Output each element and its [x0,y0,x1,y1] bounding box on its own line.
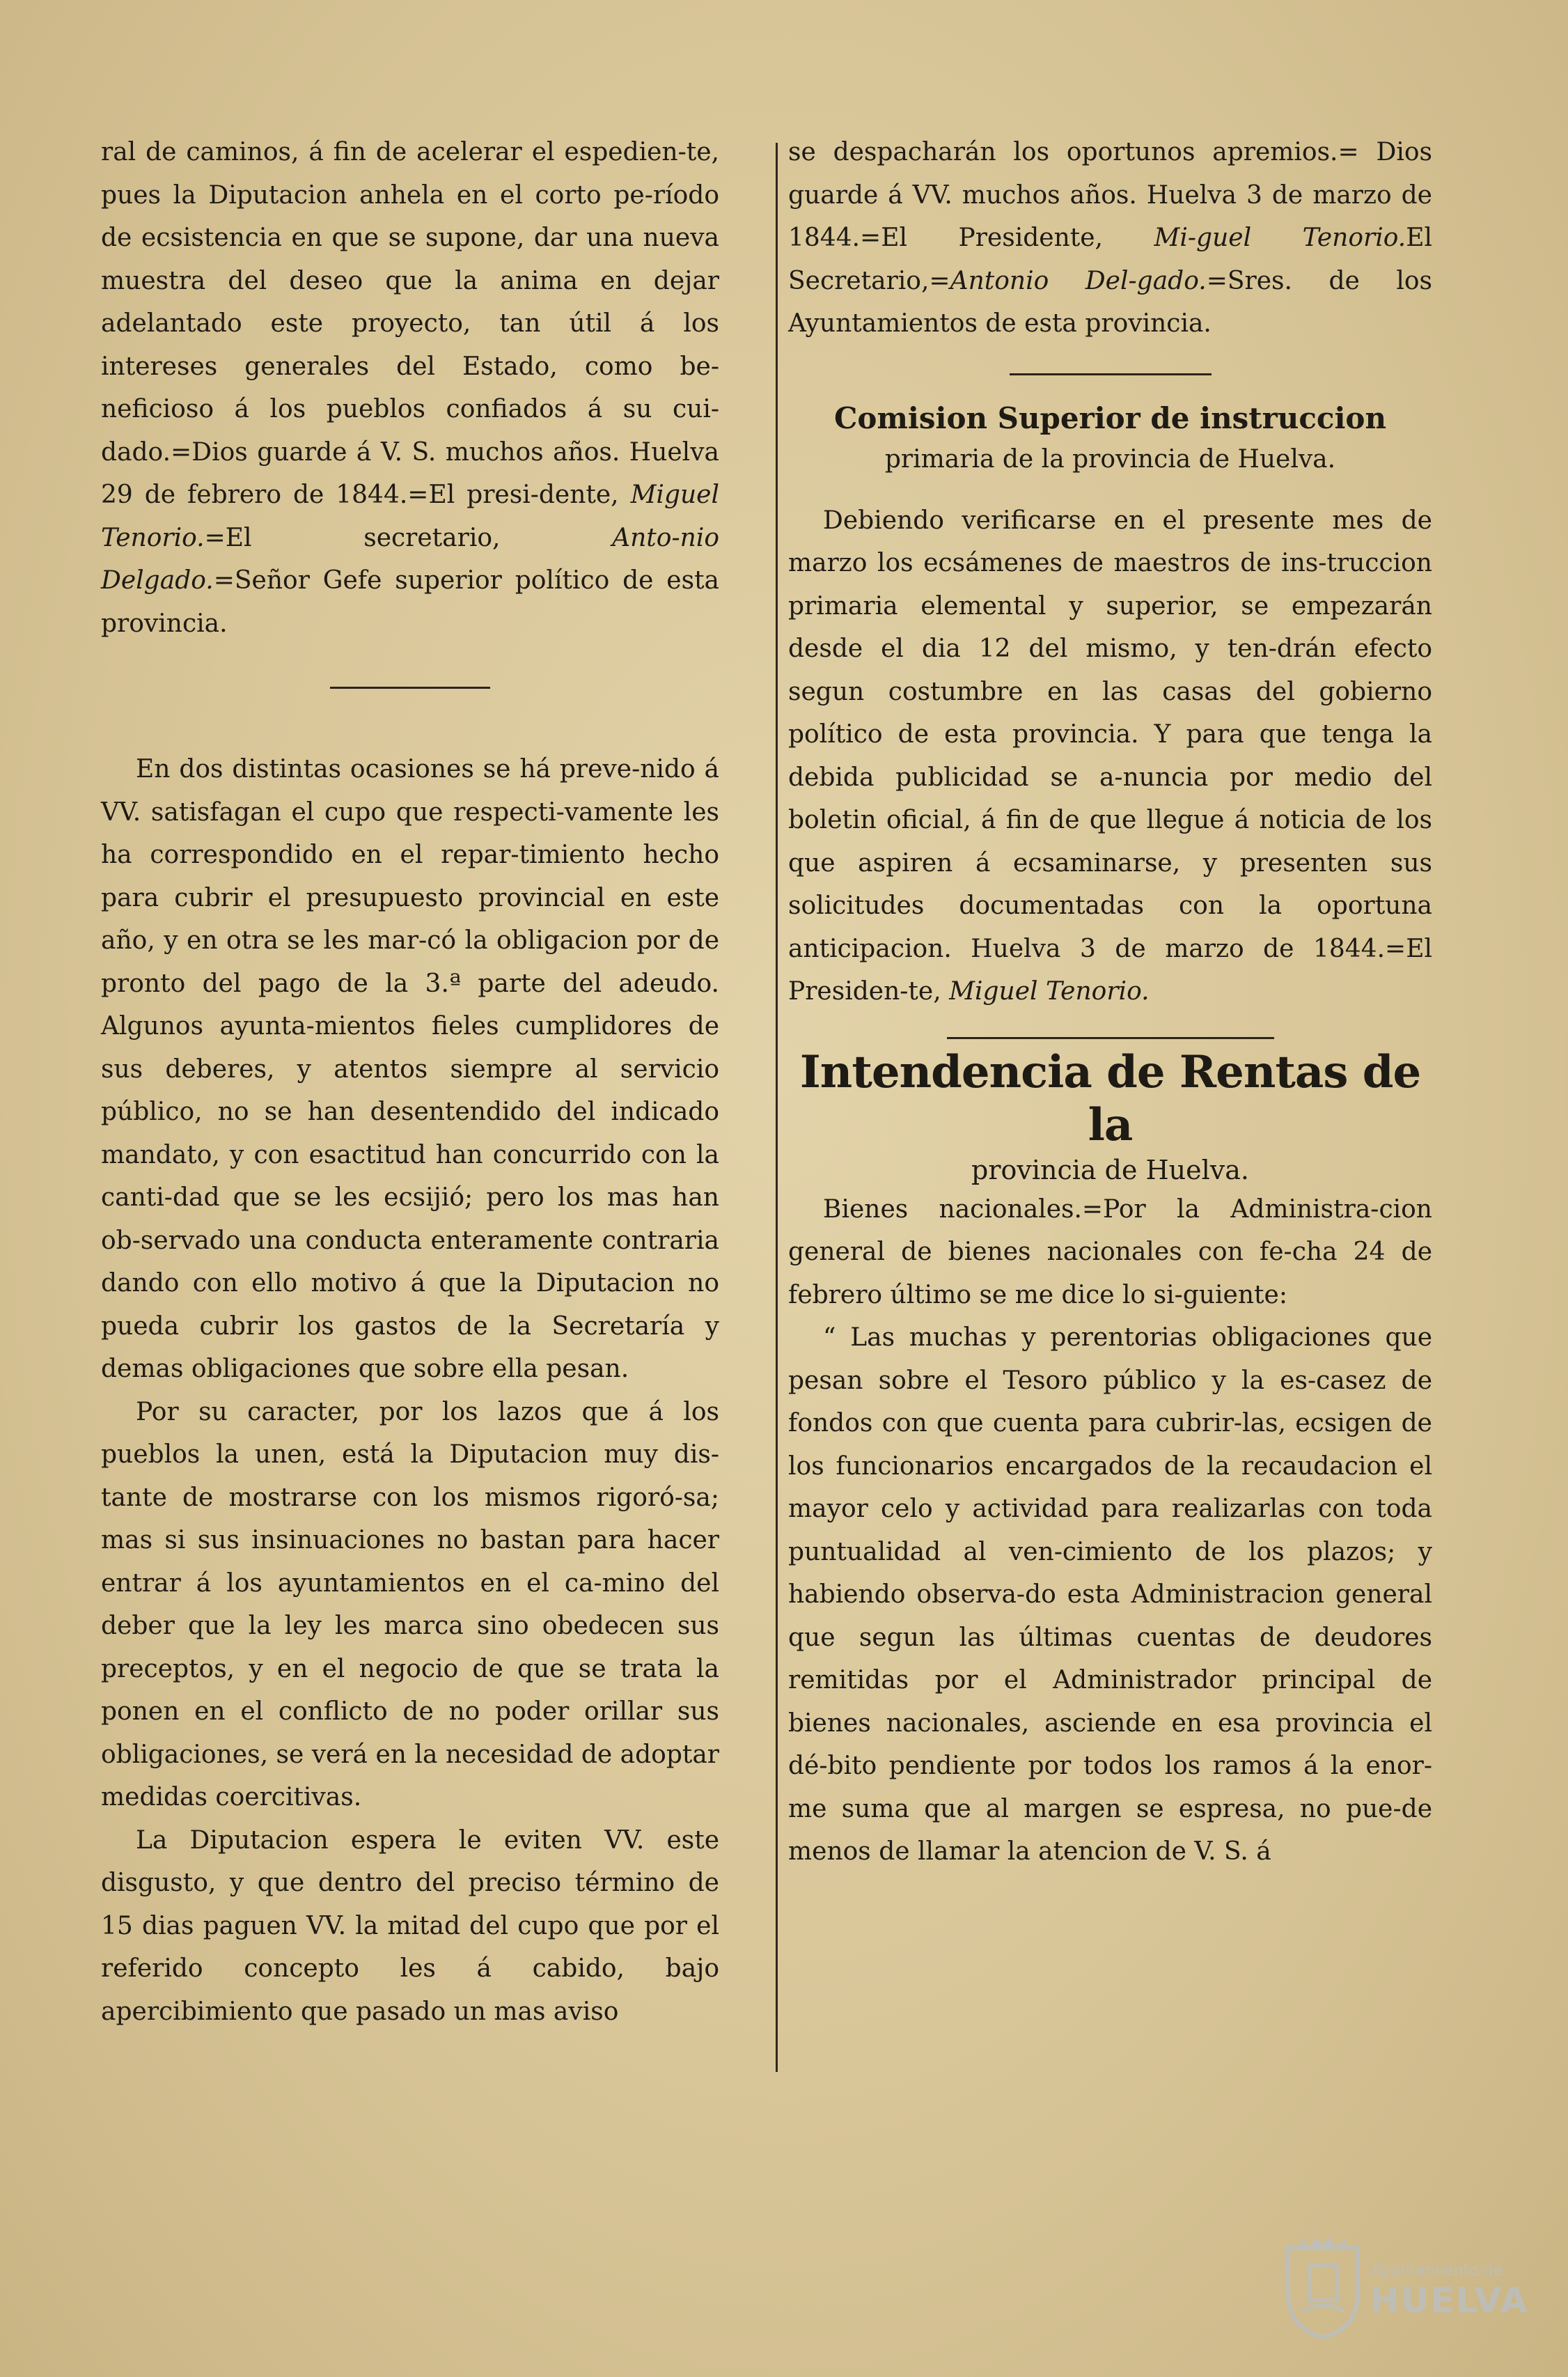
signature-delgado-2: Antonio Del-gado. [950,266,1207,295]
left-p1-text: ral de caminos, á fin de acelerar el espedien-te, pues la Diputacion anhela en el corto pe-ríodo de ecsistencia en que se supone, dar una nueva muestra del deseo que la anima en dejar adelantado este proyecto, tan útil á los intereses generales del Estado, como be-neficioso á los pueblos confiados á su cui-dado.=Dios guarde á V. S. muchos años. Huelva 29 de febrero de 1844.=El presi-dente, [101,138,719,509]
left-p1-end: =Señor Gefe superior político de esta provincia. [101,566,719,638]
left-p1-mid: =El secretario, [204,523,501,552]
signature-delgado: Anto-nio Delgado. [101,523,719,595]
comision-body: Debiendo verificarse en el presente mes de marzo los ecsámenes de maestros de ins-truccion primaria elemental y superior, se empezarán desde el dia 12 del mismo, y ten-drán efecto segun costumbre en las casas del gobierno político de esta provincia. Y para que tenga la debida publicidad se a-nuncia por medio del boletin oficial, á fin de que llegue á noticia de los que aspiren á ecsaminarse, y presenten sus solicitudes documentadas con la oportuna anticipacion. Huelva 3 de marzo de 1844.=El Presiden-te, [788,506,1432,1006]
intendencia-paragraph-2: “ Las muchas y perentorias obligaciones que pesan sobre el Tesoro público y la es-casez de fondos con que cuenta para cubrir-las, ecsigen de los funcionarios encargados de la recaudacion el mayor celo y actividad para realizarlas con toda puntualidad al ven-cimiento de los plazos; y habiendo observa-do esta Administracion general que segun las últimas cuentas de deudores remitidas por el Administrador principal de bienes nacionales, asciende en esa provincia el dé-bito pendiente por todos los ramos á la enor-me suma que al margen se espresa, no pue-de menos de llamar la atencion de V. S. á [788,1323,1432,1866]
left-paragraph-1 [101,131,719,645]
watermark-line-1: Ayuntamiento de [1372,2262,1503,2279]
watermark-line-2: HUELVA [1370,2280,1529,2321]
archive-watermark [1281,2234,1529,2339]
signature-tenorio: Miguel Tenorio. [101,481,719,552]
signature-tenorio-2: Mi-guel Tenorio. [1154,224,1406,252]
left-column [101,131,719,2033]
section-title-intendencia: Intendencia de Rentas de la [799,1045,1421,1151]
column-divider [776,143,778,2072]
left-paragraph-2: En dos distintas ocasiones se há preve-nido á VV. satisfagan el cupo que respecti-vamente les ha correspondido en el repar-timiento hecho para cubrir el presupuesto provincial en este año, y en otra se les mar-có la obligacion por de pronto del pago de la 3.ª parte del adeudo. Algunos ayunta-mientos fieles cumplidores de sus deberes, y atentos siempre al servicio público, no se han desentendido del indicado mandato, y con esactitud han concurrido con la canti-dad que se les ecsijió; pero los mas han ob-servado una conducta enteramente contraria dando con ello motivo á que la Diputacion no pueda cubrir los gastos de la Secretaría y demas obligaciones que sobre ella pesan. [101,755,719,1383]
signature-tenorio-3: Miguel Tenorio. [949,977,1150,1006]
right-p1-mid: El Secretario,= [788,224,1432,295]
section-title-comision: Comision Superior de instruccion [834,400,1386,435]
right-paragraph-1 [788,131,1432,345]
right-p1-text: se despacharán los oportunos apremios.= Dios guarde á VV. muchos años. Huelva 3 de marzo de 1844.=El Presidente, [788,138,1432,252]
intendencia-paragraph-1: Bienes nacionales.=Por la Administra-cion general de bienes nacionales con fe-cha 24 de febrero último se me dice lo si-guiente: [788,1194,1432,1309]
section-subtitle-intendencia: provincia de Huelva. [971,1154,1249,1185]
right-p1-end: =Sres. de los Ayuntamientos de esta provincia. [788,266,1432,338]
left-paragraph-4: La Diputacion espera le eviten VV. este disgusto, y que dentro del preciso término de 15 dias paguen VV. la mitad del cupo que por el referido concepto les á cabido, bajo apercibimiento que pasado un mas aviso [101,1825,719,2026]
city-shield-icon [1281,2234,1365,2339]
right-column [788,131,1432,1873]
left-paragraph-3: Por su caracter, por los lazos que á los pueblos la unen, está la Diputacion muy dis-tante de mostrarse con los mismos rigoró-sa; mas si sus insinuaciones no bastan para hacer entrar á los ayuntamientos en el ca-mino del deber que la ley les marca sino obedecen sus preceptos, y en el negocio de que se trata la ponen en el conflicto de no poder orillar sus obligaciones, se verá en la necesidad de adoptar medidas coercitivas. [101,1397,719,1811]
comision-notice [788,499,1432,1013]
section-subtitle-comision: primaria de la provincia de Huelva. [884,444,1336,474]
